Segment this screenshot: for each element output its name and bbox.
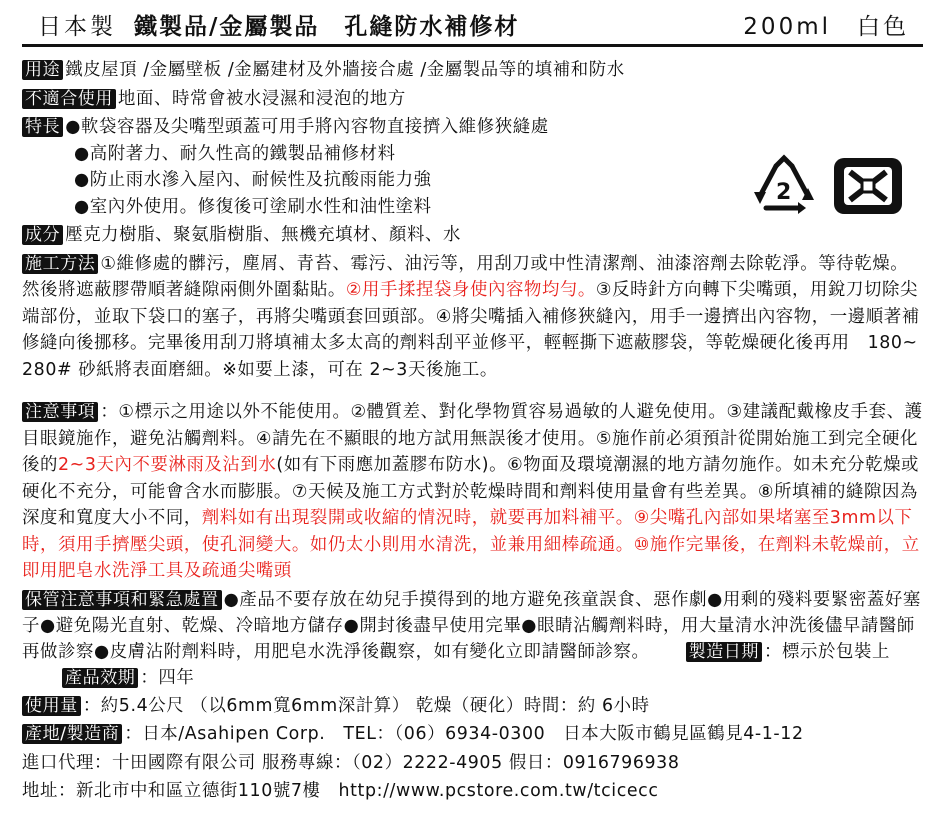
unsuitable-text: 地面、時常會被水浸濕和浸泡的地方 <box>118 88 406 109</box>
feature-item: ●高附著力、耐久性高的鐵製品補修材料 <box>74 143 396 164</box>
cautions-red-1: 2~3天內不要淋雨及沾到水 <box>57 455 277 475</box>
maker-text: ：日本/Asahipen Corp. TEL：（06）6934-0300 日本大阪市鶴見區鶴見4-1-12 <box>124 724 804 744</box>
ingredients-section <box>22 222 923 249</box>
storage-section <box>22 587 923 691</box>
storage-tag: 保管注意事項和緊急處置 <box>22 590 222 610</box>
unsuitable-section <box>22 86 923 113</box>
ingredients-text: 壓克力樹脂、聚氨脂樹脂、無機充填材、顏料、水 <box>65 225 461 245</box>
expiry-text: ：四年 <box>140 667 195 688</box>
method-steps-3-4: ③反時針方向轉下尖嘴頭，用銳刀切除尖端部份，並取下袋口的塞子，再將尖嘴頭套回頭部。④將尖嘴插入補修狹縫內，用手一邊擠出內容物，一邊順著補修縫向後挪移。完畢後用刮刀將填補太多太高的劑料刮平並修平，輕輕撕下遮蔽膠袋，等乾燥硬化後再用 180~280# 砂紙將表面磨細。※如要上漆，可在 2~3天後施工。 <box>22 280 920 380</box>
unsuitable-tag: 不適合使用 <box>22 89 116 109</box>
recycle-marks <box>746 152 926 222</box>
feature-item: ●軟袋容器及尖嘴型頭蓋可用手將內容物直接擠入維修狹縫處 <box>65 117 549 137</box>
mfg-date-text: ：標示於包裝上 <box>764 641 890 662</box>
method-step-1: ①維修處的髒污，塵屑、青苔、霉污、油污等，用刮刀或中性清潔劑、油漆溶劑去除乾淨。等待乾燥。然後將遮蔽膠帶順著縫隙兩側外圍黏貼。 <box>22 253 909 300</box>
cautions-tag: 注意事項 <box>22 402 98 422</box>
recycle-box-mark-icon <box>834 158 902 214</box>
amount-text: ：約5.4公尺 （以6mm寬6mm深計算） 乾燥（硬化）時間：約 6小時 <box>82 695 650 716</box>
mfg-date-tag: 製造日期 <box>686 642 762 662</box>
features-tag: 特長 <box>22 117 63 137</box>
maker-section <box>22 721 923 748</box>
storage-text: ●產品不要存放在幼兒手摸得到的地方避免孩童誤食、惡作劇●用剩的殘料要緊密蓋好塞子●避免陽光直射、乾燥、冷暗地方儲存●開封後盡早使用完畢●眼睛沾觸劑料時，用大量清水沖洗後儘早請醫師再做診察●皮膚沾附劑料時，用肥皂水洗淨後觀察，如有變化立即請醫師診察。 <box>22 589 921 662</box>
cautions-red-3: ⑩施作完畢後，在劑料未乾燥前，立即用肥皂水洗淨工具及疏通尖嘴頭 <box>22 534 920 581</box>
address-text: 地址：新北市中和區立德街110號7樓 http://www.pcstore.com.tw/tcicecc <box>22 781 659 801</box>
title-bar <box>22 10 923 47</box>
cautions-text-2: (如有下雨應加蓋膠布防水)。⑥物面及環境潮濕的地方請勿施作。如未充分乾燥或硬化不充分，可能會含水而膨脹。⑦天候及施工方式對於乾燥時間和劑料使用量會有些差異。⑧所填補的縫隙因為深度和寬度大小不同， <box>22 455 920 528</box>
expiry-tag: 產品效期 <box>62 668 138 688</box>
cautions-text-1: ：①標示之用途以外不能使用。②體質差、對化學物質容易過敏的人避免使用。③建議配戴橡皮手套、護目眼鏡施作，避免沾觸劑料。④請先在不顯眼的地方試用無誤後才使用。⑤施作前必須預計從開始施工到完全硬化後的 <box>22 402 923 475</box>
cautions-red-2: 劑料如有出現裂開或收縮的情況時，就要再加料補平。⑨尖嘴孔內部如果堵塞至3mm以下時，須用手擠壓尖頭，使孔洞變大。如仍太小則用水清洗，並兼用細棒疏通。 <box>22 508 913 555</box>
recycle-pp-2-icon <box>754 158 814 214</box>
title-color: 白色 <box>857 14 909 40</box>
feature-item: ●防止雨水滲入屋內、耐候性及抗酸雨能力強 <box>74 170 432 190</box>
usage-section <box>22 57 923 84</box>
maker-tag: 產地/製造商 <box>22 724 122 744</box>
importer-line <box>22 750 923 777</box>
method-section <box>22 251 923 384</box>
cautions-section <box>22 399 923 585</box>
svg-text:2: 2 <box>776 180 792 205</box>
method-tag: 施工方法 <box>22 254 98 274</box>
title-origin: 日本製 <box>38 14 116 40</box>
amount-section <box>22 693 923 720</box>
usage-tag: 用途 <box>22 60 63 80</box>
method-step-2-red: ②用手揉捏袋身使內容物均勻。 <box>345 280 596 300</box>
title-volume: 200ml <box>743 14 831 40</box>
amount-tag: 使用量 <box>22 696 81 716</box>
title-main: 鐵製品/金屬製品 孔縫防水補修材 <box>134 14 520 40</box>
ingredients-tag: 成分 <box>22 225 63 245</box>
usage-text: 鐵皮屋頂 /金屬壁板 /金屬建材及外牆接合處 /金屬製品等的填補和防水 <box>65 60 625 80</box>
importer-text: 進口代理：十田國際有限公司 服務專線：（02）2222-4905 假日：0916796938 <box>22 752 680 773</box>
feature-item: ●室內外使用。修復後可塗刷水性和油性塗料 <box>74 196 432 217</box>
address-line <box>22 778 923 805</box>
